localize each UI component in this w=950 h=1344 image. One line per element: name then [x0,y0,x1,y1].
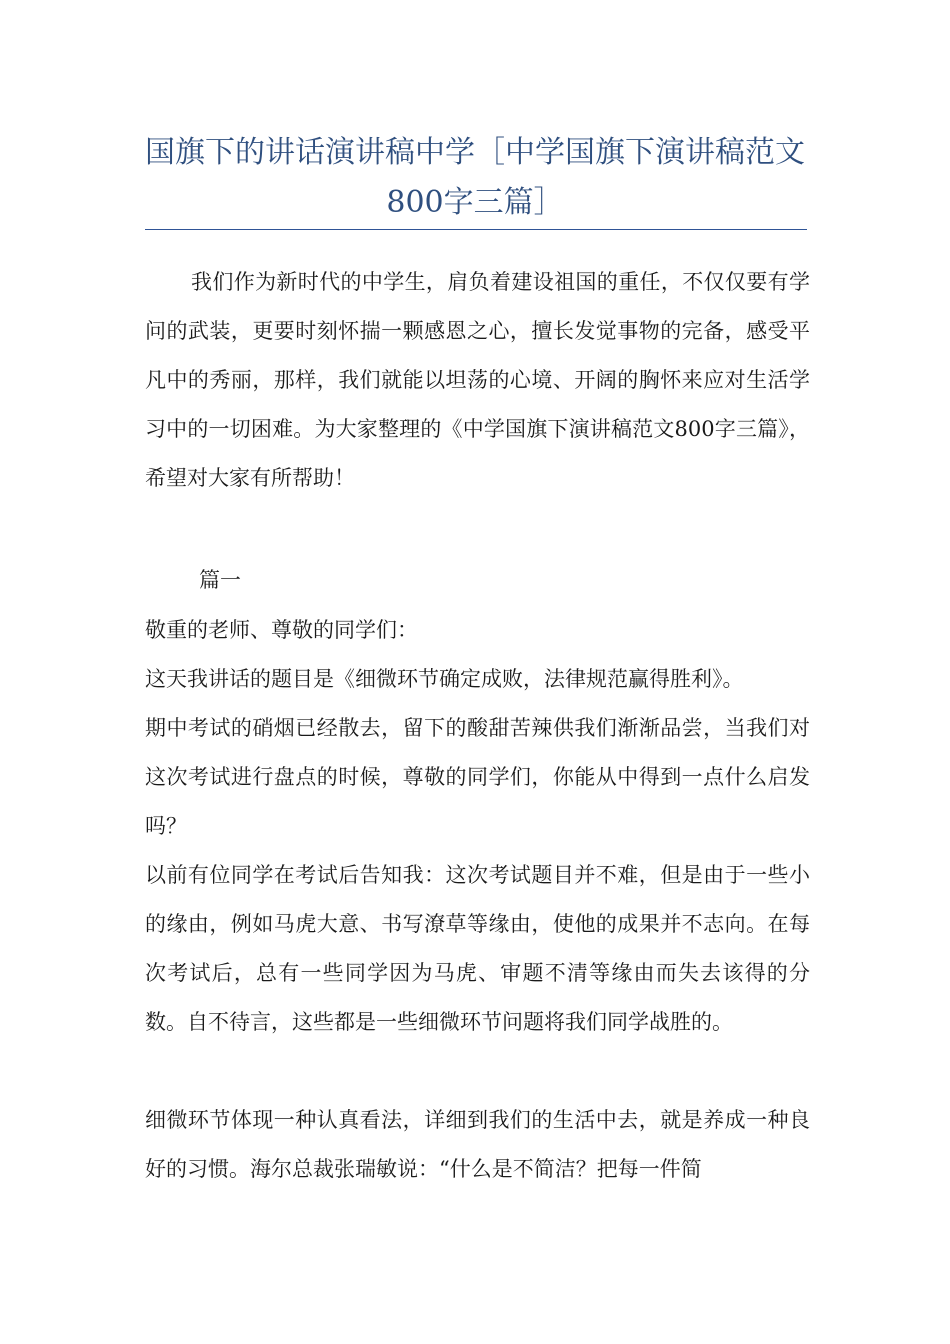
document-title [145,128,805,228]
body-paragraph-4: 细微环节体现一种认真看法，详细到我们的生活中去，就是养成一种良好的习惯。海尔总裁张瑞敏说：“什么是不简洁？把每一件简 [145,1108,810,1181]
greeting-line: 敬重的老师、尊敬的同学们： [145,618,418,642]
title-underline [145,229,807,230]
section-heading: 篇一 [199,568,241,592]
body-paragraph-3: 以前有位同学在考试后告知我：这次考试题目并不难，但是由于一些小的缘由，例如马虎大意、书写潦草等缘由，使他的成果并不志向。在每次考试后，总有一些同学因为马虎、审题不清等缘由而失去该得的分数。自不待言，这些都是一些细微环节问题将我们同学战胜的。 [145,863,810,1034]
title-line-1: 国旗下的讲话演讲稿中学［中学国旗下演讲稿范文 [145,135,805,170]
body-paragraph-2: 期中考试的硝烟已经散去，留下的酸甜苦辣供我们渐渐品尝，当我们对这次考试进行盘点的时候，尊敬的同学们，你能从中得到一点什么启发吗？ [145,716,810,838]
intro-paragraph: 我们作为新时代的中学生，肩负着建设祖国的重任，不仅仅要有学问的武装，更要时刻怀揣一颗感恩之心，擅长发觉事物的完备，感受平凡中的秀丽，那样，我们就能以坦荡的心境、开阔的胸怀来应对生活学习中的一切困难。为大家整理的《中学国旗下演讲稿范文800字三篇》，希望对大家有所帮助！ [145,270,810,490]
title-line-2: 800字三篇］ [386,185,564,220]
body-paragraph-1: 这天我讲话的题目是《细微环节确定成败，法律规范赢得胜利》。 [145,667,744,691]
